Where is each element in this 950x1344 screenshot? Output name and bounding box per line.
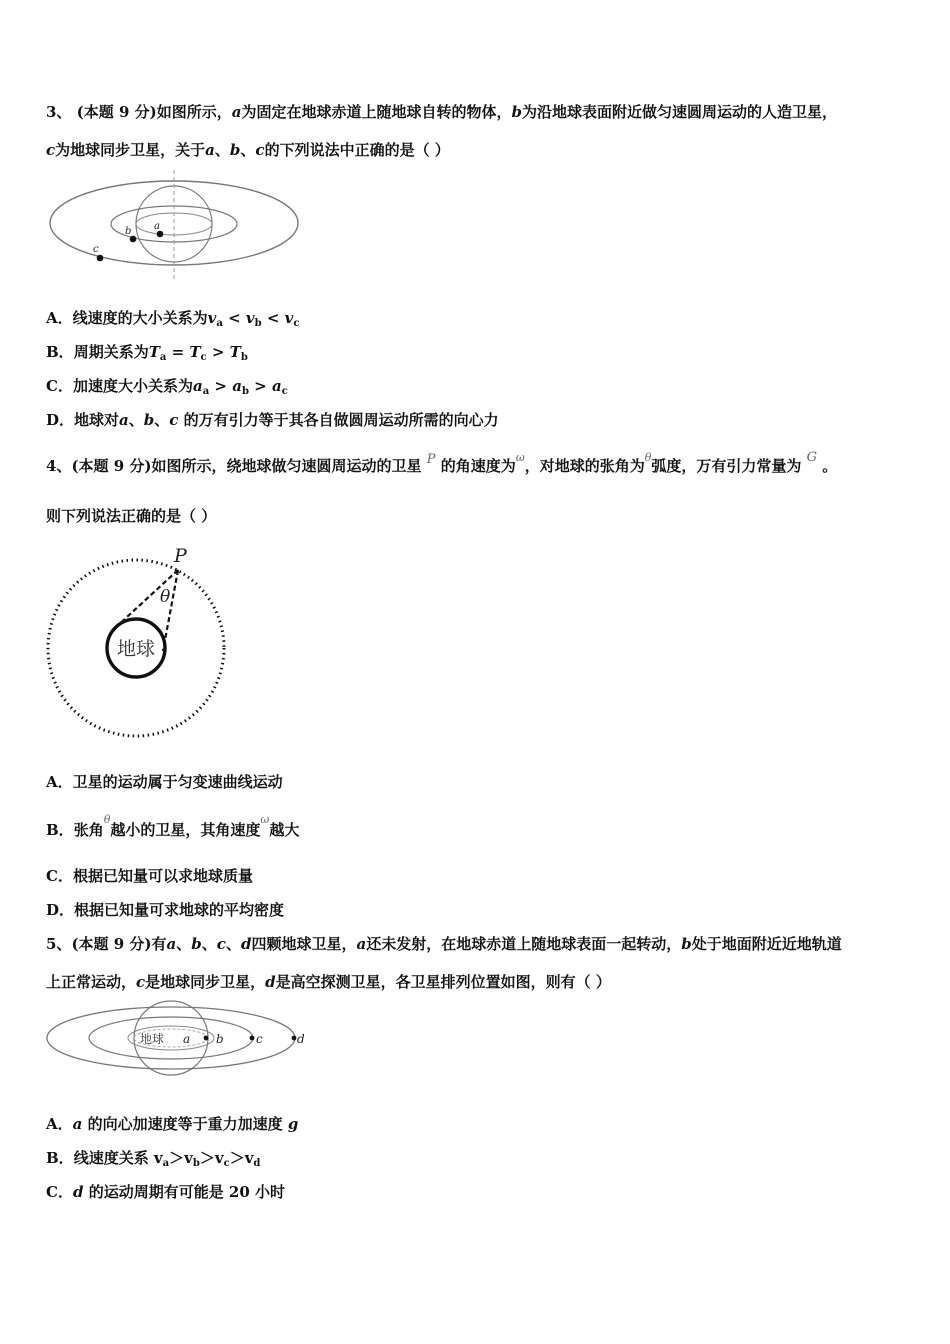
symbol-omega: ω <box>260 813 270 826</box>
earth-label: 地球 <box>117 638 156 660</box>
q4-satellite-figure <box>44 542 234 742</box>
q3-option-d[interactable]: D．地球对a、b、c 的万有引力等于其各自做圆周运动所需的向心力 <box>46 411 499 429</box>
q5-orbit-figure <box>44 1000 314 1080</box>
label-b: b <box>216 1032 224 1046</box>
q3-option-b[interactable]: B．周期关系为$T_a = T_c > T_b$ <box>46 343 248 363</box>
label-d: d <box>297 1032 305 1046</box>
symbol-theta: θ <box>644 451 652 464</box>
orbit-c <box>89 1017 253 1059</box>
q5-stem-line1: 5、(本题 9 分)有a、b、c、d四颗地球卫星，a还未发射，在地球赤道上随地球表面一起转动，b处于地面附近近地轨道 <box>46 935 842 953</box>
point-b <box>204 1036 209 1041</box>
q4-option-c[interactable]: C．根据已知量可以求地球质量 <box>46 867 253 885</box>
q3-stem-line2: c为地球同步卫星，关于a、b、c的下列说法中正确的是（ ） <box>46 141 450 159</box>
q5-option-a[interactable]: A．a 的向心加速度等于重力加速度 g <box>46 1115 299 1133</box>
label-c: c <box>256 1032 263 1046</box>
label-theta: θ <box>160 587 171 607</box>
q4-stem-line2: 则下列说法正确的是（ ） <box>46 507 217 525</box>
label-p: P <box>174 545 187 567</box>
q4-option-a[interactable]: A．卫星的运动属于匀变速曲线运动 <box>46 773 283 791</box>
point-d <box>292 1036 297 1041</box>
label-a: a <box>183 1032 191 1046</box>
q3-orbit-figure <box>44 168 304 284</box>
q4-option-d[interactable]: D．根据已知量可求地球的平均密度 <box>46 901 285 919</box>
point-c <box>250 1036 255 1041</box>
label-a: a <box>154 221 160 232</box>
q5-option-c[interactable]: C．d 的运动周期有可能是 20 小时 <box>46 1183 286 1201</box>
q5-stem-line2: 上正常运动，c是地球同步卫星，d是高空探测卫星，各卫星排列位置如图，则有（ ） <box>46 973 611 991</box>
equator <box>136 213 212 235</box>
q4-option-b[interactable]: B．张角$^\theta$越小的卫星，其角速度$^\omega$越大 <box>46 813 300 839</box>
symbol-p: P <box>426 452 436 467</box>
symbol-theta: θ <box>103 813 111 826</box>
q3-option-c[interactable]: C．加速度大小关系为$a_a > a_b > a_c$ <box>46 377 288 397</box>
q3-option-a[interactable]: A．线速度的大小关系为$v_a < v_b < v_c$ <box>46 309 300 329</box>
q3-stem-line1: 3、 (本题 9 分)如图所示，a为固定在地球赤道上随地球自转的物体，b为沿地球表面附近做匀速圆周运动的人造卫星， <box>46 103 838 121</box>
label-c: c <box>93 244 99 255</box>
q4-stem-line1: 4、(本题 9 分)如图所示，绕地球做匀速圆周运动的卫星 P 的角速度为$^\omega$，对地球的张角为$^\theta$弧度，万有引力常量为 G 。 <box>46 450 838 475</box>
symbol-g: G <box>806 450 818 465</box>
q5-option-b[interactable]: B．线速度关系 $v_a>v_b>v_c>v_d$ <box>46 1149 261 1169</box>
point-c <box>97 255 104 262</box>
earth-label: 地球 <box>140 1032 165 1046</box>
symbol-omega: ω <box>515 451 525 464</box>
label-b: b <box>125 226 132 237</box>
